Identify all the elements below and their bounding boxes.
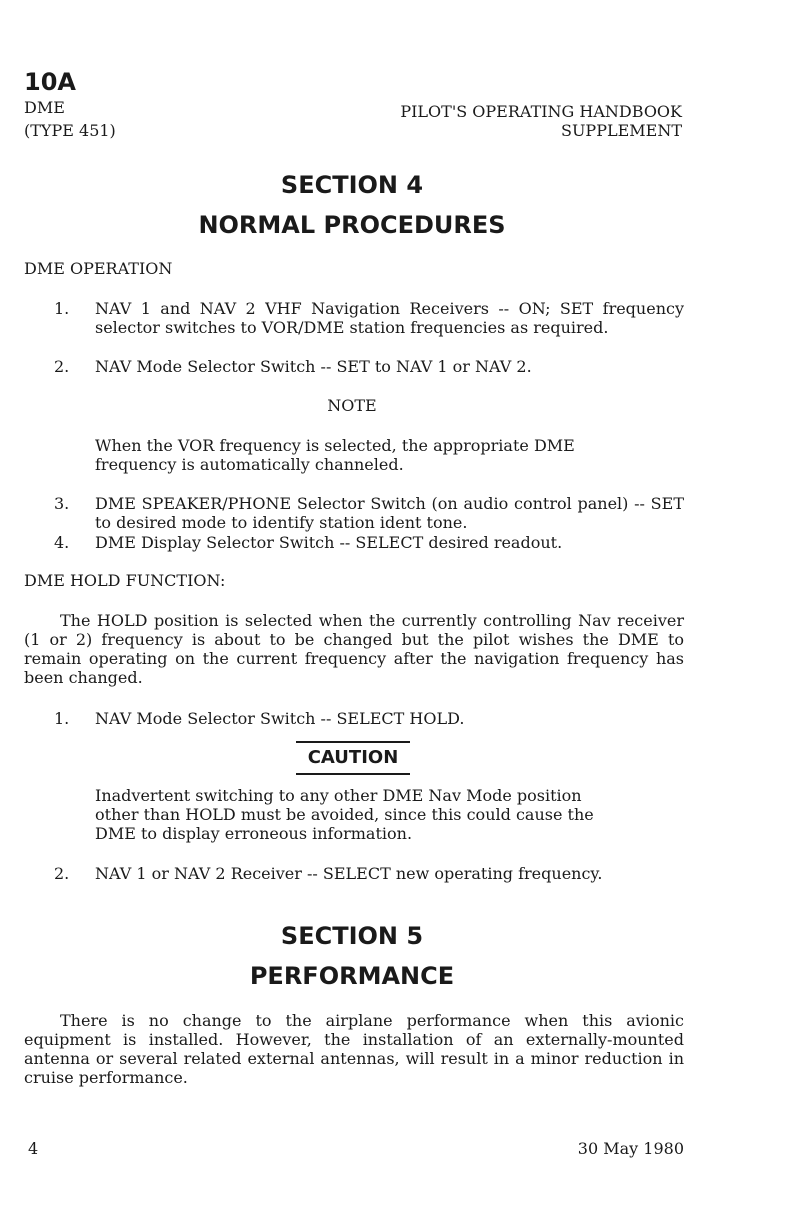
procedure-step [54,709,684,728]
step-number: 3. [54,494,70,513]
document-number: 10A [24,68,76,96]
step-number: 2. [54,357,70,376]
step-text: DME Display Selector Switch -- SELECT desired readout. [95,533,563,552]
step-text: NAV Mode Selector Switch -- SELECT HOLD. [95,709,465,728]
section4-title: SECTION 4 [280,171,424,199]
step-text: NAV Mode Selector Switch -- SET to NAV 1 or NAV 2. [95,357,532,376]
handbook-title: PILOT'S OPERATING HANDBOOK [400,102,682,121]
section5-subtitle: PERFORMANCE [249,962,455,990]
dme-operation-heading: DME OPERATION [24,259,173,278]
step-text: DME SPEAKER/PHONE Selector Switch (on audio control panel) -- SET to desired mode to identify station ident tone. [95,494,684,532]
procedure-step [54,494,684,532]
procedure-step [54,357,684,376]
hold-paragraph: The HOLD position is selected when the currently controlling Nav receiver (1 or 2) frequency is about to be changed but the pilot wishes the DME to remain operating on the current frequency after the navigation frequency has been changed. [24,611,684,687]
note-label: NOTE [327,396,377,415]
section4-subtitle: NORMAL PROCEDURES [198,211,506,239]
procedure-step [54,864,684,883]
step-text: NAV 1 or NAV 2 Receiver -- SELECT new operating frequency. [95,864,603,883]
procedure-step [54,533,684,552]
caution-label: CAUTION [296,741,410,775]
caution-text: Inadvertent switching to any other DME Nav Mode position other than HOLD must be avoided, since this could cause the DME to display erroneous information. [95,786,594,843]
step-number: 1. [54,299,70,318]
step-number: 2. [54,864,70,883]
procedure-step [54,299,684,337]
note-text: When the VOR frequency is selected, the appropriate DME frequency is automatically channeled. [95,436,575,474]
step-number: 4. [54,533,70,552]
performance-paragraph: There is no change to the airplane performance when this avionic equipment is installed. However, the installation of an externally-mounted antenna or several related external antennas, will result in a minor reduction in cruise performance. [24,1011,684,1087]
step-text: NAV 1 and NAV 2 VHF Navigation Receivers -- ON; SET frequency selector switches to VOR/DME station frequencies as required. [95,299,684,337]
dme-hold-heading: DME HOLD FUNCTION: [24,571,226,590]
handbook-subtitle: SUPPLEMENT [560,121,682,140]
document-type: (TYPE 451) [24,121,116,140]
page-number: 4 [28,1139,39,1158]
section5-title: SECTION 5 [280,922,424,950]
step-number: 1. [54,709,70,728]
document-subject: DME [24,98,65,117]
page-date: 30 May 1980 [577,1139,684,1158]
